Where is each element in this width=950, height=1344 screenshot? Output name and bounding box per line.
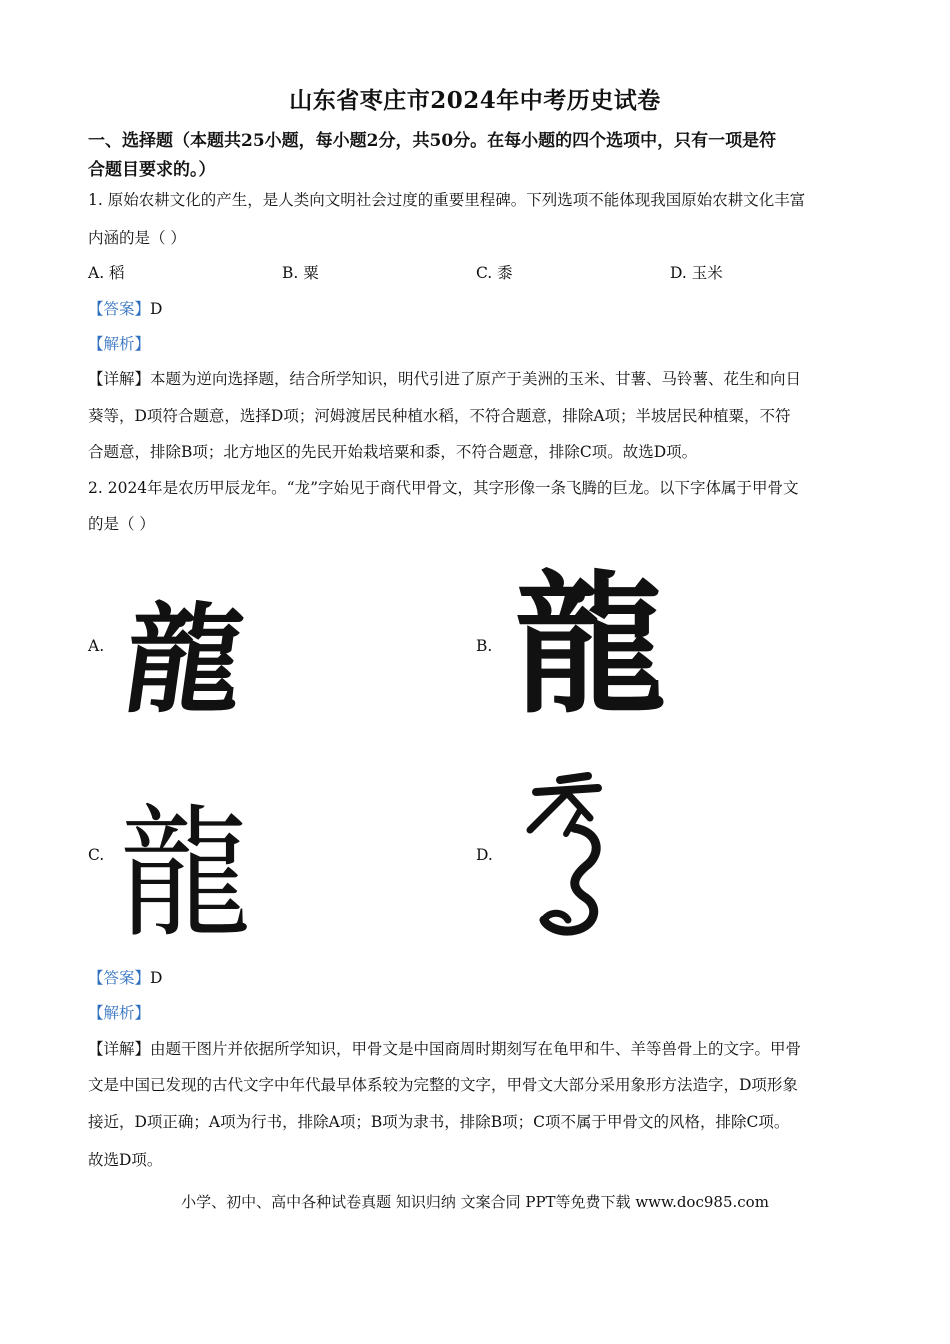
q1-analysis-label: 解析 xyxy=(103,335,135,353)
q2-stem-line-2: 的是（ ） xyxy=(88,515,155,533)
q2-analysis: 【解析】 xyxy=(88,1004,151,1022)
q2-glyph-a: 龍 xyxy=(115,590,254,729)
q2-answer: 【答案】D xyxy=(88,969,163,987)
q1-answer-label: 答案 xyxy=(103,300,135,318)
q2-detail-text-1: 由题干图片并依据所学知识，甲骨文是中国商周时期刻写在龟甲和牛、羊等兽骨上的文字。甲骨 xyxy=(150,1040,802,1058)
q2-option-c-image xyxy=(118,785,252,958)
q1-detail-label: 详解 xyxy=(103,370,135,388)
q1-stem-line-2: 内涵的是（ ） xyxy=(88,229,186,247)
page-title: 山东省枣庄市2024年中考历史试卷 xyxy=(289,87,661,114)
q1-detail-text-1: 本题为逆向选择题，结合所学知识，明代引进了原产于美洲的玉米、甘薯、马铃薯、花生和向日 xyxy=(150,370,802,388)
q2-detail-line-2: 文是中国已发现的古代文字中年代最早体系较为完整的文字，甲骨文大部分采用象形方法造字，D项形象 xyxy=(88,1076,798,1094)
q2-analysis-label: 解析 xyxy=(103,1004,135,1022)
section-heading-line-2: 合题目要求的。） xyxy=(88,160,216,180)
q2-option-a-image xyxy=(108,585,258,729)
q2-detail-line-1: 【详解】由题干图片并依据所学知识，甲骨文是中国商周时期刻写在龟甲和牛、羊等兽骨上的文字。甲骨 xyxy=(88,1040,802,1058)
q1-option-c: C. 黍 xyxy=(476,264,513,282)
oracle-dragon-glyph xyxy=(520,770,620,940)
q2-option-c-label: C. xyxy=(88,846,105,864)
q2-glyph-c: 龍 xyxy=(118,791,252,958)
page-footer: 小学、初中、高中各种试卷真题 知识归纳 文案合同 PPT等免费下载 www.doc985.com xyxy=(181,1193,769,1211)
q2-glyph-b: 龍 xyxy=(514,555,666,734)
q1-option-b: B. 粟 xyxy=(282,264,319,282)
q2-option-b-label: B. xyxy=(476,637,493,655)
q2-detail-line-3: 接近，D项正确；A项为行书，排除A项；B项为隶书，排除B项；C项不属于甲骨文的风格，排除C项。 xyxy=(88,1113,790,1131)
q2-answer-label: 答案 xyxy=(103,969,135,987)
q2-detail-line-4: 故选D项。 xyxy=(88,1151,163,1169)
q1-detail-line-3: 合题意，排除B项；北方地区的先民开始栽培粟和黍，不符合题意，排除C项。故选D项。 xyxy=(88,443,698,461)
q2-option-a-label: A. xyxy=(88,637,105,655)
q2-option-d-label: D. xyxy=(476,846,493,864)
q2-answer-value: D xyxy=(150,969,163,987)
q1-detail-line-2: 葵等，D项符合题意，选择D项；河姆渡居民种植水稻，不符合题意，排除A项；半坡居民种植粟，不符 xyxy=(88,407,791,425)
q1-detail-line-1: 【详解】本题为逆向选择题，结合所学知识，明代引进了原产于美洲的玉米、甘薯、马铃薯、花生和向日 xyxy=(88,370,802,388)
q1-answer-value: D xyxy=(150,300,163,318)
section-heading-line-1: 一、选择题（本题共25小题，每小题2分，共50分。在每小题的四个选项中，只有一项是符 xyxy=(88,131,777,151)
q2-stem-line-1: 2. 2024年是农历甲辰龙年。“龙”字始见于商代甲骨文，其字形像一条飞腾的巨龙。以下字体属于甲骨文 xyxy=(88,479,799,497)
q1-stem-line-1: 1. 原始农耕文化的产生，是人类向文明社会过度的重要里程碑。下列选项不能体现我国原始农耕文化丰富 xyxy=(88,191,806,209)
q1-answer: 【答案】D xyxy=(88,300,163,318)
q1-option-d: D. 玉米 xyxy=(670,264,723,282)
q1-analysis: 【解析】 xyxy=(88,335,151,353)
q1-option-a: A. 稻 xyxy=(88,264,125,282)
q2-option-b-image xyxy=(500,555,680,734)
q2-option-d-image xyxy=(520,770,620,940)
q2-detail-label: 详解 xyxy=(103,1040,135,1058)
